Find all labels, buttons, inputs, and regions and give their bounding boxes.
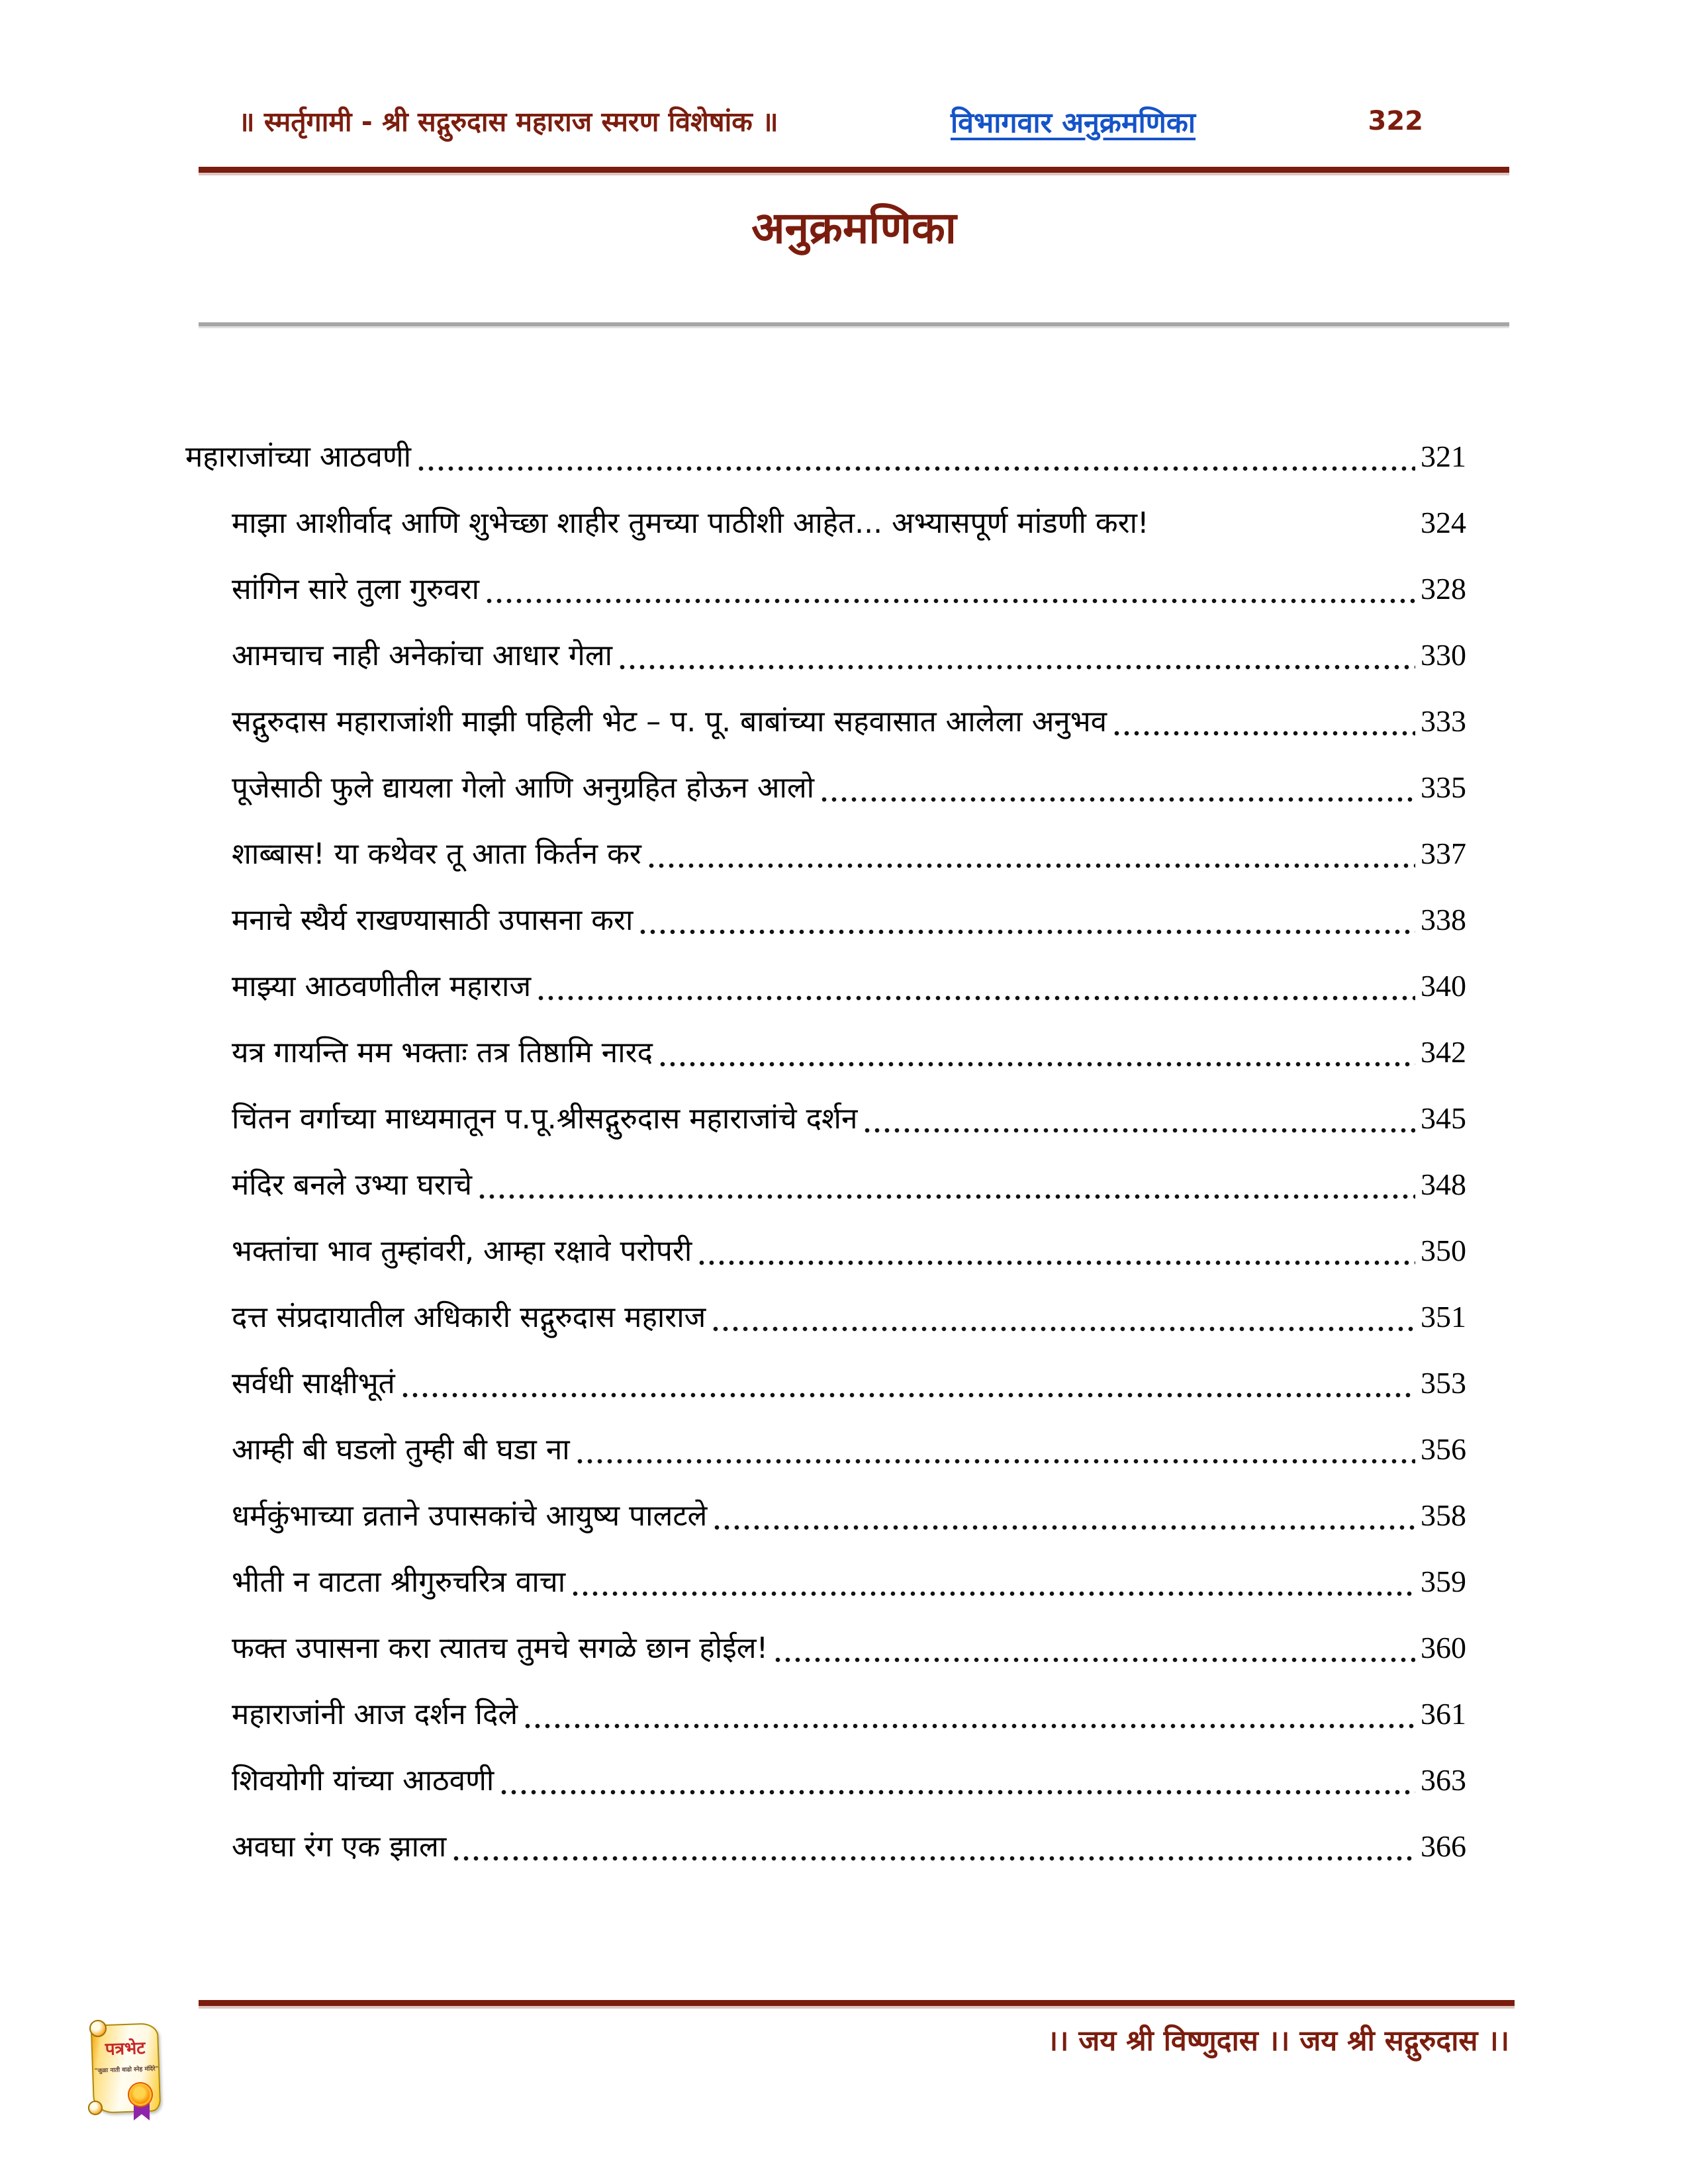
- toc-entry-page-number: 338: [1421, 903, 1466, 936]
- header-page-number: 322: [1368, 106, 1423, 136]
- dot-leader: [1113, 731, 1415, 736]
- dot-leader: [500, 1790, 1415, 1795]
- toc-entry-page-number: 359: [1421, 1565, 1466, 1598]
- dot-leader: [714, 1525, 1415, 1530]
- toc-entry[interactable]: [185, 1152, 1466, 1218]
- toc-entry-page-number: 330: [1421, 638, 1466, 672]
- toc-entry[interactable]: [185, 953, 1466, 1019]
- toc-entry-label: भीती न वाटता श्रीगुरुचरित्र वाचा: [232, 1565, 566, 1599]
- toc-entry-label: दत्त संप्रदायातील अधिकारी सद्गुरुदास महाराज: [232, 1300, 706, 1334]
- dot-leader: [453, 1856, 1415, 1861]
- toc-entry-page-number: 333: [1421, 704, 1466, 738]
- toc-entry[interactable]: [185, 1350, 1466, 1416]
- footer-blessing: ।। जय श्री विष्णुदास ।। जय श्री सद्गुरुदास ।।: [1047, 2025, 1509, 2058]
- toc-entry-page-number: 337: [1421, 837, 1466, 870]
- toc-entry-page-number: 335: [1421, 770, 1466, 804]
- toc-entry-label: मनाचे स्थैर्य राखण्यासाठी उपासना करा: [232, 903, 633, 937]
- dot-leader: [486, 598, 1415, 604]
- toc-entry-label: सर्वधी साक्षीभूतं: [232, 1367, 395, 1400]
- toc-entry[interactable]: [185, 1019, 1466, 1085]
- page-title: अनुक्रमणिका: [751, 203, 957, 253]
- dot-leader: [712, 1326, 1415, 1332]
- toc-entry-page-number: 363: [1421, 1763, 1466, 1797]
- toc-entry-label: अवघा रंग एक झाला: [232, 1830, 447, 1864]
- footer-divider: [199, 2000, 1515, 2006]
- dot-leader: [538, 995, 1415, 1001]
- dot-leader: [479, 1194, 1415, 1199]
- toc-entry-label: सांगिन सारे तुला गुरुवरा: [232, 572, 480, 606]
- toc-entry-label: पूजेसाठी फुले द्यायला गेलो आणि अनुग्रहित होऊन आलो: [232, 771, 815, 805]
- toc-entry-page-number: 356: [1421, 1432, 1466, 1466]
- patrabhet-logo: [88, 2019, 162, 2130]
- dot-leader: [821, 797, 1415, 802]
- toc-entry-page-number: 342: [1421, 1035, 1466, 1069]
- toc-entry[interactable]: [185, 1416, 1466, 1482]
- table-of-contents: [185, 424, 1466, 1880]
- dot-leader: [1156, 532, 1415, 537]
- dot-leader: [648, 863, 1415, 868]
- toc-entry-label: धर्मकुंभाच्या व्रताने उपासकांचे आयुष्य पालटले: [232, 1499, 708, 1533]
- toc-entry[interactable]: [185, 1284, 1466, 1350]
- toc-entry-page-number: 353: [1421, 1366, 1466, 1400]
- dot-leader: [524, 1723, 1415, 1729]
- toc-entry-label: मंदिर बनले उभ्या घराचे: [232, 1168, 473, 1202]
- scroll-curl-icon: [88, 2101, 103, 2115]
- header-section-link[interactable]: विभागवार अनुक्रमणिका: [950, 106, 1196, 140]
- rosette-ribbon-icon: [129, 2083, 153, 2120]
- dot-leader: [639, 929, 1415, 934]
- toc-entry[interactable]: [185, 490, 1466, 556]
- dot-leader: [577, 1459, 1415, 1464]
- toc-entry[interactable]: [185, 1747, 1466, 1813]
- toc-entry-page-number: 340: [1421, 969, 1466, 1003]
- dot-leader: [619, 664, 1415, 670]
- toc-entry-page-number: 345: [1421, 1101, 1466, 1135]
- toc-entry-page-number: 348: [1421, 1167, 1466, 1201]
- toc-entry[interactable]: [185, 1681, 1466, 1747]
- toc-entry[interactable]: [185, 1482, 1466, 1549]
- page-header: [199, 93, 1509, 150]
- dot-leader: [774, 1657, 1415, 1662]
- toc-entry[interactable]: [185, 1549, 1466, 1615]
- toc-entry-page-number: 360: [1421, 1631, 1466, 1664]
- toc-entry[interactable]: [185, 1615, 1466, 1681]
- toc-entry-page-number: 351: [1421, 1300, 1466, 1334]
- toc-entry-label: सद्गुरुदास महाराजांशी माझी पहिली भेट – प. पू. बाबांच्या सहवासात आलेला अनुभव: [232, 705, 1107, 739]
- toc-entry[interactable]: [185, 1085, 1466, 1152]
- logo-tagline: "जुळा नाती वाढो स्नेह मंदिरे": [94, 2066, 159, 2075]
- dot-leader: [572, 1591, 1415, 1596]
- toc-entry[interactable]: [185, 424, 1466, 490]
- toc-entry[interactable]: [185, 556, 1466, 622]
- header-divider: [199, 167, 1509, 173]
- dot-leader: [418, 466, 1415, 471]
- toc-entry-page-number: 321: [1421, 439, 1466, 473]
- dot-leader: [402, 1392, 1415, 1398]
- toc-entry-page-number: 350: [1421, 1234, 1466, 1267]
- toc-entry-label: माझ्या आठवणीतील महाराज: [232, 970, 532, 1003]
- logo-title: पत्रभेट: [105, 2038, 146, 2060]
- toc-entry-page-number: 358: [1421, 1498, 1466, 1532]
- toc-entry-label: यत्र गायन्ति मम भक्ताः तत्र तिष्ठामि नारद: [232, 1036, 653, 1069]
- toc-entry-page-number: 324: [1421, 506, 1466, 539]
- toc-entry-label: आम्ही बी घडलो तुम्ही बी घडा ना: [232, 1433, 570, 1467]
- toc-entry-label: चिंतन वर्गाच्या माध्यमातून प.पू.श्रीसद्गुरुदास महाराजांचे दर्शन: [232, 1102, 858, 1136]
- toc-entry[interactable]: [185, 622, 1466, 688]
- toc-entry-page-number: 366: [1421, 1829, 1466, 1863]
- scroll-curl-icon: [89, 2020, 107, 2037]
- dot-leader: [864, 1128, 1415, 1133]
- toc-entry-label: शाब्बास! या कथेवर तू आता किर्तन कर: [232, 837, 641, 871]
- toc-entry-label: महाराजांच्या आठवणी: [185, 440, 412, 474]
- toc-entry-label: भक्तांचा भाव तुम्हांवरी, आम्हा रक्षावे परोपरी: [232, 1234, 692, 1268]
- toc-entry[interactable]: [185, 688, 1466, 754]
- header-title: ॥ स्मर्तृगामी - श्री सद्गुरुदास महाराज स्मरण विशेषांक ॥: [238, 106, 778, 138]
- toc-entry-label: आमचाच नाही अनेकांचा आधार गेला: [232, 639, 613, 672]
- toc-entry-page-number: 361: [1421, 1697, 1466, 1731]
- dot-leader: [698, 1260, 1415, 1265]
- toc-entry-label: शिवयोगी यांच्या आठवणी: [232, 1764, 494, 1797]
- toc-entry[interactable]: [185, 1813, 1466, 1880]
- title-divider: [199, 322, 1509, 326]
- toc-entry[interactable]: [185, 1218, 1466, 1284]
- toc-entry[interactable]: [185, 754, 1466, 821]
- toc-entry-page-number: 328: [1421, 572, 1466, 606]
- toc-entry[interactable]: [185, 821, 1466, 887]
- dot-leader: [659, 1062, 1415, 1067]
- toc-entry-label: महाराजांनी आज दर्शन दिले: [232, 1698, 518, 1731]
- toc-entry-label: माझा आशीर्वाद आणि शुभेच्छा शाहीर तुमच्या पाठीशी आहेत... अभ्यासपूर्ण मांडणी करा!: [232, 506, 1149, 540]
- toc-entry-label: फक्त उपासना करा त्यातच तुमचे सगळे छान होईल!: [232, 1631, 769, 1665]
- toc-entry[interactable]: [185, 887, 1466, 953]
